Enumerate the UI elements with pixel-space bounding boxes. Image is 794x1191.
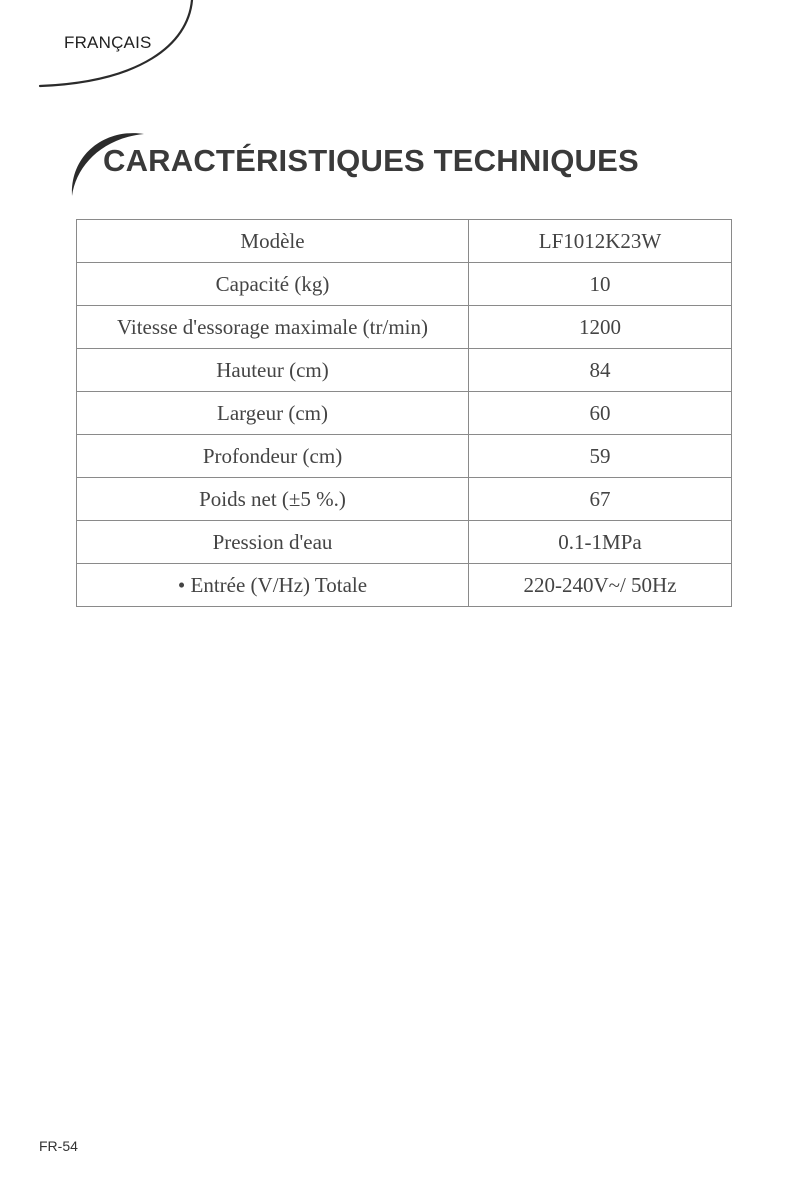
spec-value: 220-240V~/ 50Hz — [469, 564, 732, 607]
table-row — [77, 478, 732, 521]
spec-label: Hauteur (cm) — [77, 349, 469, 392]
spec-label: • Entrée (V/Hz) Totale — [77, 564, 469, 607]
language-label: FRANÇAIS — [64, 33, 152, 52]
spec-label: Pression d'eau — [77, 521, 469, 564]
table-row — [77, 220, 732, 263]
table-row — [77, 564, 732, 607]
spec-value: 1200 — [469, 306, 732, 349]
spec-value: 60 — [469, 392, 732, 435]
table-row — [77, 392, 732, 435]
table-row — [77, 306, 732, 349]
spec-value: 10 — [469, 263, 732, 306]
spec-value: 84 — [469, 349, 732, 392]
spec-value: 0.1-1MPa — [469, 521, 732, 564]
page-number: FR-54 — [39, 1138, 78, 1154]
spec-label: Largeur (cm) — [77, 392, 469, 435]
spec-label: Poids net (±5 %.) — [77, 478, 469, 521]
spec-value: 67 — [469, 478, 732, 521]
table-row — [77, 263, 732, 306]
spec-label: Capacité (kg) — [77, 263, 469, 306]
spec-label: Modèle — [77, 220, 469, 263]
table-row — [77, 349, 732, 392]
spec-label: Profondeur (cm) — [77, 435, 469, 478]
table-row — [77, 435, 732, 478]
page-title: CARACTÉRISTIQUES TECHNIQUES — [103, 143, 639, 178]
spec-label: Vitesse d'essorage maximale (tr/min) — [77, 306, 469, 349]
spec-value: 59 — [469, 435, 732, 478]
table-row — [77, 521, 732, 564]
spec-table — [76, 219, 732, 607]
spec-value: LF1012K23W — [469, 220, 732, 263]
